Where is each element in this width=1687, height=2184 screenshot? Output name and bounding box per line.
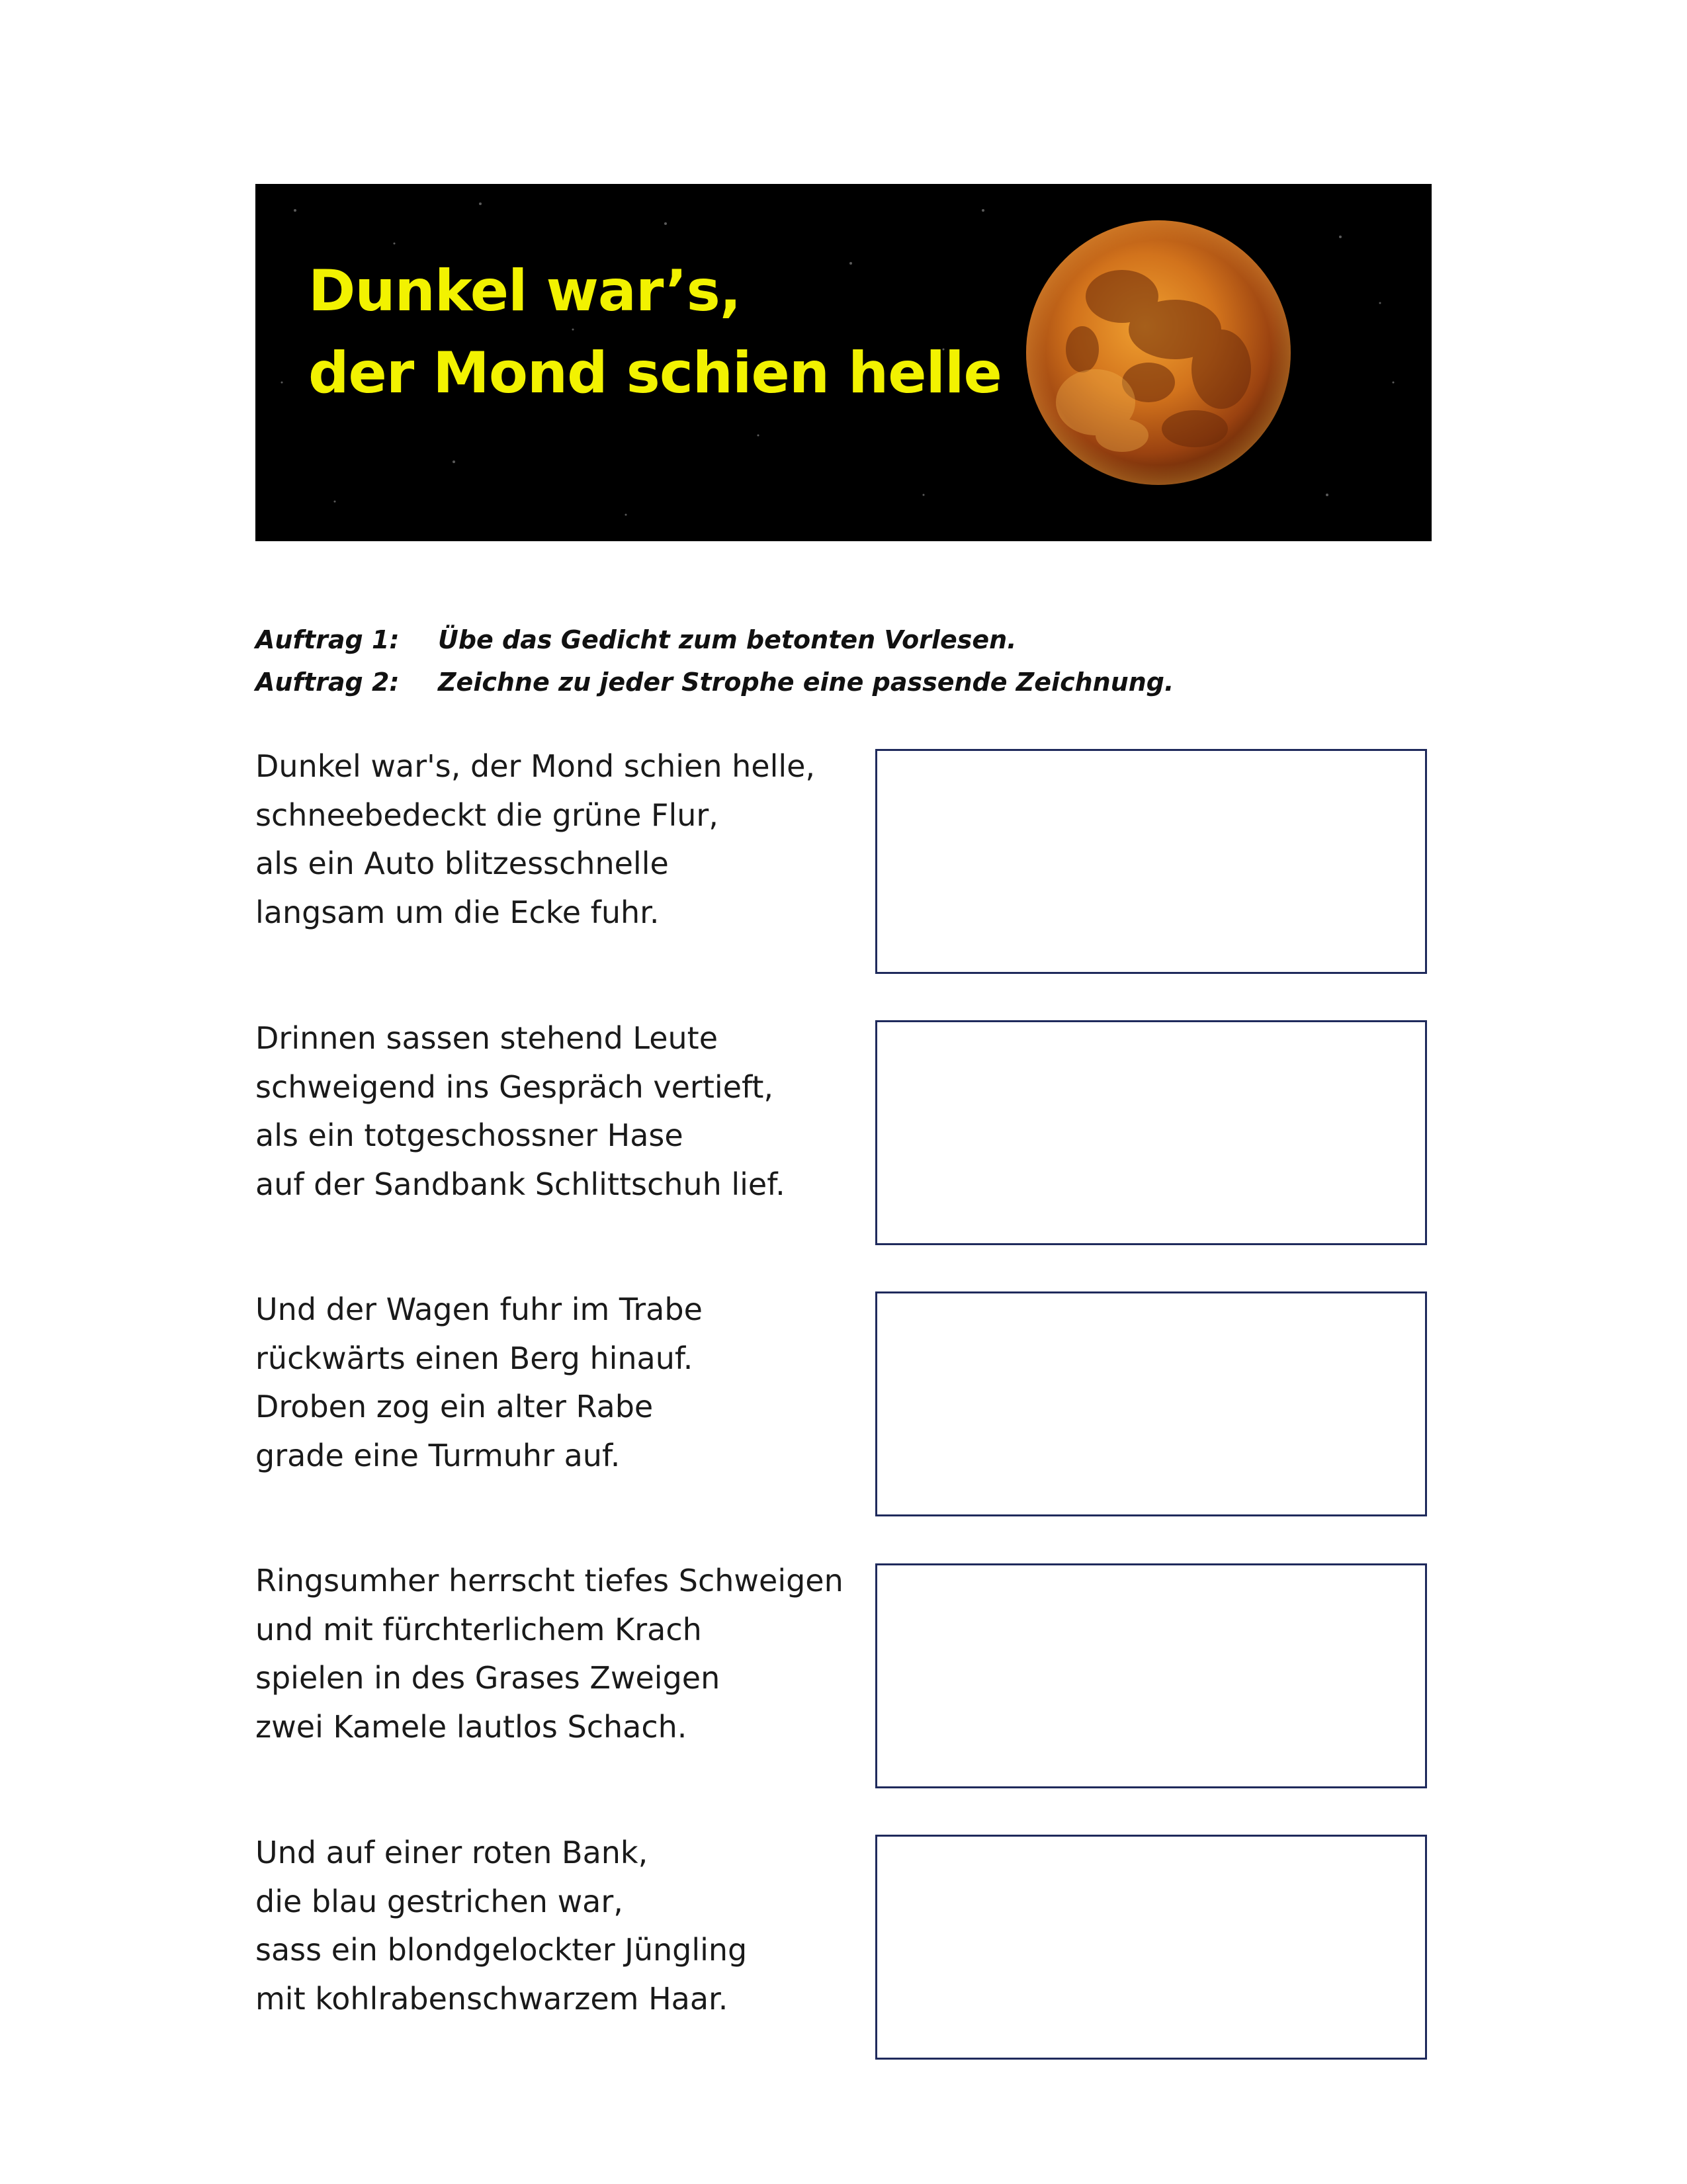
title-banner (255, 184, 1432, 541)
poem-line: rückwärts einen Berg hinauf. (255, 1340, 693, 1376)
task-label: Auftrag 1: (255, 625, 400, 654)
poem-line: und mit fürchterlichem Krach (255, 1611, 702, 1647)
task-text: Zeichne zu jeder Strophe eine passende Zeichnung. (438, 668, 1174, 697)
stanza-1 (255, 742, 815, 937)
poem-line: auf der Sandbank Schlittschuh lief. (255, 1166, 785, 1202)
poem-line: Dunkel war's, der Mond schien helle, (255, 748, 816, 784)
poem-line: mit kohlrabenschwarzem Haar. (255, 1980, 728, 2017)
banner-title-line-1: Dunkel war’s, (308, 258, 741, 324)
stanza-5 (255, 1829, 747, 2023)
poem-line: zwei Kamele lautlos Schach. (255, 1708, 687, 1745)
banner-title-line-2: der Mond schien helle (308, 340, 1002, 406)
task-label: Auftrag 2: (255, 668, 400, 697)
banner-title (308, 250, 1002, 414)
drawing-box-5[interactable] (875, 1835, 1427, 2060)
moon-image (1023, 217, 1294, 488)
task-text: Übe das Gedicht zum betonten Vorlesen. (438, 625, 1017, 654)
poem-line: schneebedeckt die grüne Flur, (255, 797, 718, 833)
poem-line: Und auf einer roten Bank, (255, 1835, 648, 1870)
drawing-box-2[interactable] (875, 1020, 1427, 1245)
poem-line: als ein totgeschossner Hase (255, 1117, 683, 1153)
stanza-3 (255, 1286, 703, 1480)
stanza-2 (255, 1014, 785, 1209)
drawing-box-4[interactable] (875, 1563, 1427, 1788)
poem-line: Ringsumher herrscht tiefes Schweigen (255, 1563, 844, 1598)
poem-line: spielen in des Grases Zweigen (255, 1660, 720, 1696)
poem-line: als ein Auto blitzesschnelle (255, 846, 669, 881)
poem-line: die blau gestrichen war, (255, 1883, 623, 1919)
drawing-box-3[interactable] (875, 1291, 1427, 1516)
task-row (255, 661, 1174, 703)
poem-line: Drinnen sassen stehend Leute (255, 1020, 718, 1056)
task-instructions (255, 619, 1174, 703)
poem-line: Droben zog ein alter Rabe (255, 1389, 654, 1424)
poem-line: langsam um die Ecke fuhr. (255, 894, 660, 930)
drawing-box-1[interactable] (875, 749, 1427, 974)
poem-line: Und der Wagen fuhr im Trabe (255, 1291, 703, 1327)
stanza-4 (255, 1557, 844, 1751)
poem-line: grade eine Turmuhr auf. (255, 1437, 621, 1473)
poem-line: schweigend ins Gespräch vertieft, (255, 1069, 773, 1105)
poem-line: sass ein blondgelockter Jüngling (255, 1932, 748, 1968)
task-row (255, 619, 1174, 661)
